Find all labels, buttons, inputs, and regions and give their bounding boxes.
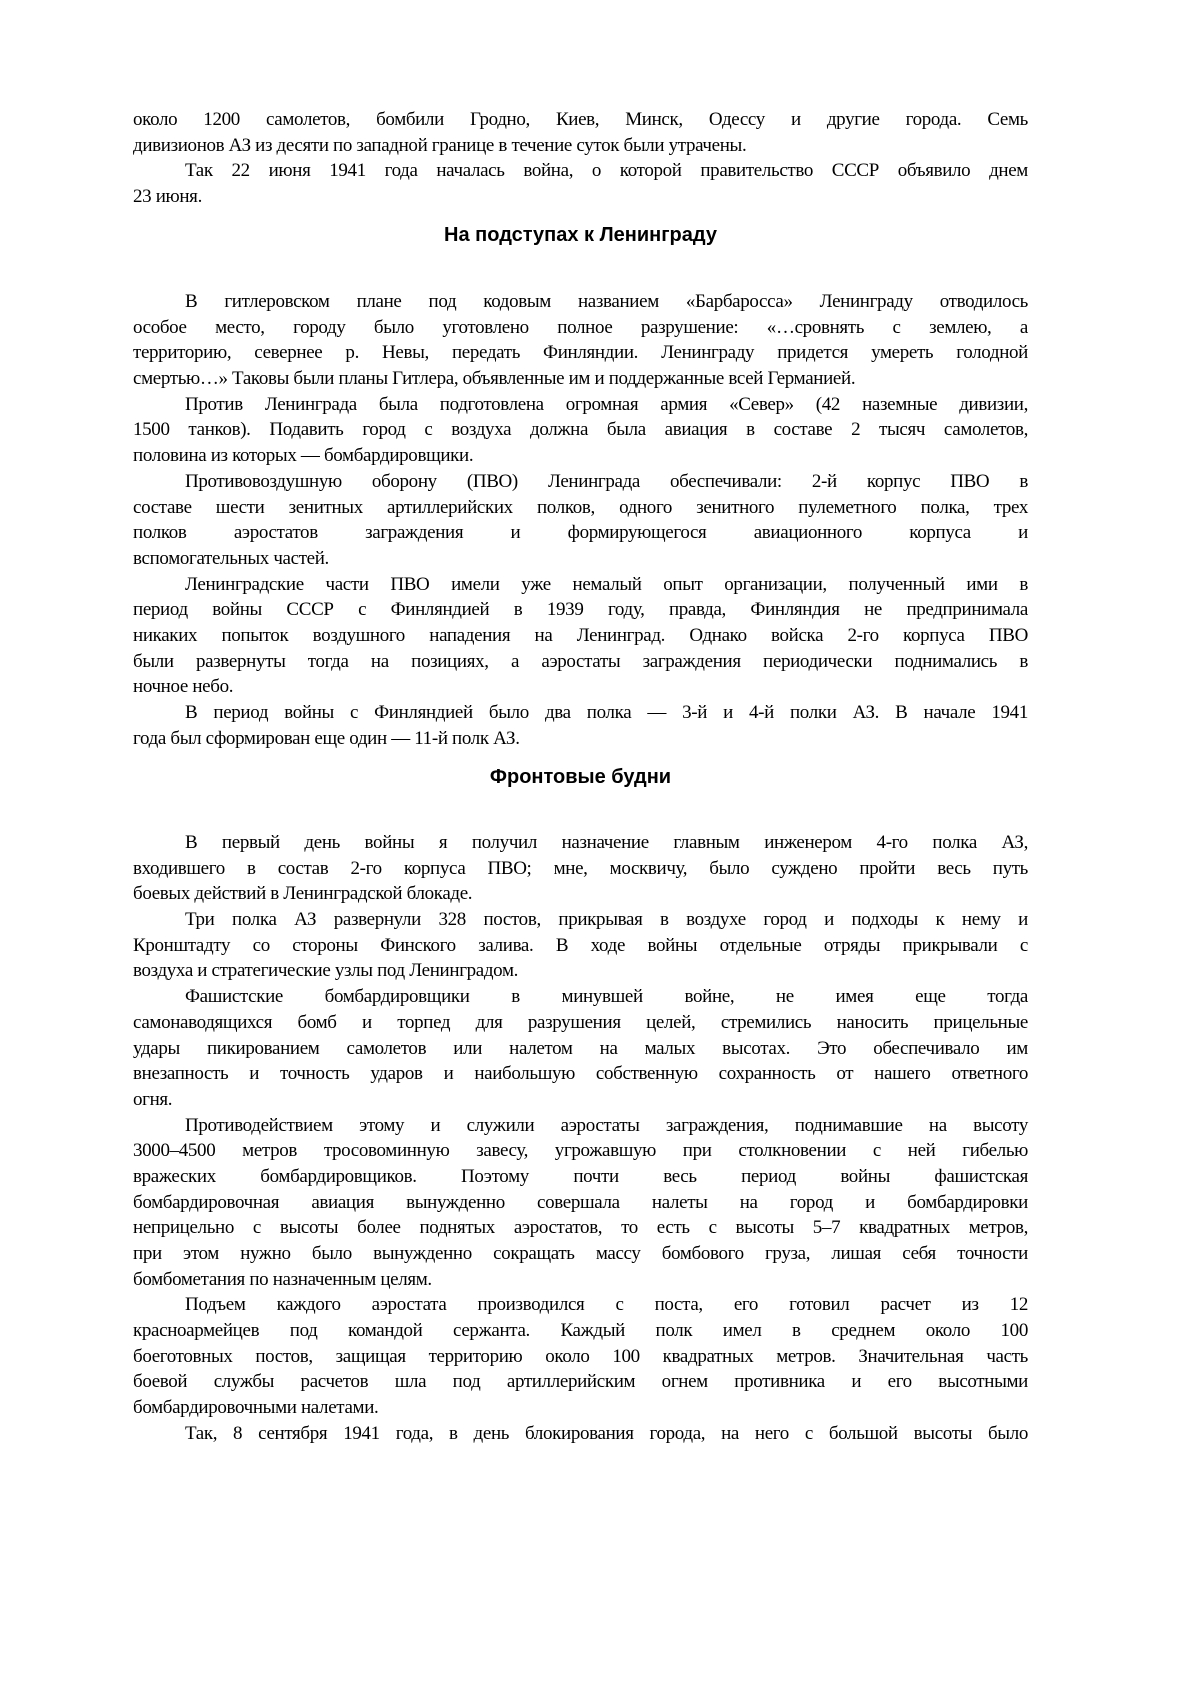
section-heading-leningrad-approaches: На подступах к Ленинграду <box>133 222 1028 248</box>
text-block-intro <box>133 107 1028 210</box>
text-line: 23 июня. <box>133 184 1028 210</box>
paragraph <box>133 700 1028 751</box>
text-line: 1500 танков). Подавить город с воздуха должна была авиация в составе 2 тысяч самолетов, <box>133 417 1028 443</box>
text-line: Так 22 июня 1941 года началась война, о которой правительство СССР объявило днем <box>133 158 1028 184</box>
text-line: В первый день войны я получил назначение главным инженером 4-го полка АЗ, <box>133 830 1028 856</box>
paragraph <box>133 469 1028 572</box>
text-line: Противовоздушную оборону (ПВО) Ленинграда обеспечивали: 2-й корпус ПВО в <box>133 469 1028 495</box>
paragraph <box>133 289 1028 392</box>
paragraph <box>133 830 1028 907</box>
text-line: особое место, городу было уготовлено полное разрушение: «…сровнять с землею, а <box>133 315 1028 341</box>
text-line: никаких попыток воздушного нападения на Ленинград. Однако войска 2-го корпуса ПВО <box>133 623 1028 649</box>
paragraph <box>133 1421 1028 1447</box>
text-line: внезапность и точность ударов и наибольшую собственную сохранность от нашего ответного <box>133 1061 1028 1087</box>
text-line: вспомогательных частей. <box>133 546 1028 572</box>
text-line: боеготовных постов, защищая территорию около 100 квадратных метров. Значительная часть <box>133 1344 1028 1370</box>
text-line: самонаводящихся бомб и торпед для разрушения целей, стремились наносить прицельные <box>133 1010 1028 1036</box>
text-line: полков аэростатов заграждения и формирующегося авиационного корпуса и <box>133 520 1028 546</box>
text-block-frontline-days <box>133 830 1028 1447</box>
text-line: года был сформирован еще один — 11-й полк АЗ. <box>133 726 1028 752</box>
text-line: смертью…» Таковы были планы Гитлера, объявленные им и поддержанные всей Германией. <box>133 366 1028 392</box>
text-block-leningrad-approaches <box>133 289 1028 751</box>
paragraph <box>133 1292 1028 1420</box>
text-line: красноармейцев под командой сержанта. Каждый полк имел в среднем около 100 <box>133 1318 1028 1344</box>
text-line: воздуха и стратегические узлы под Ленинградом. <box>133 958 1028 984</box>
text-line: Подъем каждого аэростата производился с поста, его готовил расчет из 12 <box>133 1292 1028 1318</box>
paragraph <box>133 107 1028 158</box>
text-line: боевой службы расчетов шла под артиллерийским огнем противника и его высотными <box>133 1369 1028 1395</box>
text-line: составе шести зенитных артиллерийских полков, одного зенитного пулеметного полка, трех <box>133 495 1028 521</box>
text-line: 3000–4500 метров тросовоминную завесу, угрожавшую при столкновении с ней гибелью <box>133 1138 1028 1164</box>
text-line: дивизионов АЗ из десяти по западной границе в течение суток были утрачены. <box>133 133 1028 159</box>
text-line: бомбометания по назначенным целям. <box>133 1267 1028 1293</box>
text-line: Так, 8 сентября 1941 года, в день блокирования города, на него с большой высоты было <box>133 1421 1028 1447</box>
text-line: В период войны с Финляндией было два полка — 3-й и 4-й полки АЗ. В начале 1941 <box>133 700 1028 726</box>
paragraph <box>133 572 1028 700</box>
paragraph <box>133 392 1028 469</box>
text-line: около 1200 самолетов, бомбили Гродно, Киев, Минск, Одессу и другие города. Семь <box>133 107 1028 133</box>
text-line: период войны СССР с Финляндией в 1939 году, правда, Финляндия не предпринимала <box>133 597 1028 623</box>
text-line: были развернуты тогда на позициях, а аэростаты заграждения периодически поднимались в <box>133 649 1028 675</box>
text-line: Кронштадту со стороны Финского залива. В ходе войны отдельные отряды прикрывали с <box>133 933 1028 959</box>
text-line: Ленинградские части ПВО имели уже немалый опыт организации, полученный ими в <box>133 572 1028 598</box>
text-line: неприцельно с высоты более поднятых аэростатов, то есть с высоты 5–7 квадратных метров, <box>133 1215 1028 1241</box>
text-line: Три полка АЗ развернули 328 постов, прикрывая в воздухе город и подходы к нему и <box>133 907 1028 933</box>
text-line: бомбардировочная авиация вынужденно совершала налеты на город и бомбардировки <box>133 1190 1028 1216</box>
text-line: В гитлеровском плане под кодовым названием «Барбаросса» Ленинграду отводилось <box>133 289 1028 315</box>
text-line: Против Ленинграда была подготовлена огромная армия «Север» (42 наземные дивизии, <box>133 392 1028 418</box>
paragraph <box>133 158 1028 209</box>
text-line: вражеских бомбардировщиков. Поэтому почти весь период войны фашистская <box>133 1164 1028 1190</box>
paragraph <box>133 1113 1028 1293</box>
text-line: Противодействием этому и служили аэростаты заграждения, поднимавшие на высоту <box>133 1113 1028 1139</box>
text-line: территорию, севернее р. Невы, передать Финляндии. Ленинграду придется умереть голодной <box>133 340 1028 366</box>
text-line: половина из которых — бомбардировщики. <box>133 443 1028 469</box>
text-line: удары пикированием самолетов или налетом на малых высотах. Это обеспечивало им <box>133 1036 1028 1062</box>
text-line: входившего в состав 2-го корпуса ПВО; мне, москвичу, было суждено пройти весь путь <box>133 856 1028 882</box>
paragraph <box>133 907 1028 984</box>
text-line: бомбардировочными налетами. <box>133 1395 1028 1421</box>
text-line: боевых действий в Ленинградской блокаде. <box>133 881 1028 907</box>
paragraph <box>133 984 1028 1112</box>
text-line: ночное небо. <box>133 674 1028 700</box>
text-line: огня. <box>133 1087 1028 1113</box>
section-heading-frontline-days: Фронтовые будни <box>133 764 1028 790</box>
text-line: Фашистские бомбардировщики в минувшей войне, не имея еще тогда <box>133 984 1028 1010</box>
text-line: при этом нужно было вынужденно сокращать массу бомбового груза, лишая себя точности <box>133 1241 1028 1267</box>
